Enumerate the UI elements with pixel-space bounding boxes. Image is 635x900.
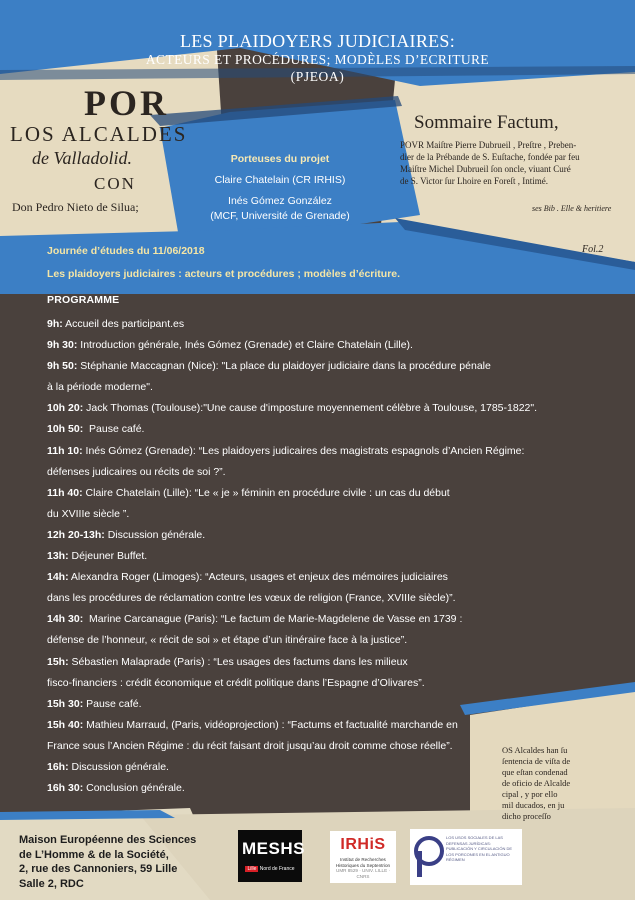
right-doc-line: Maiſtre Michel Dubrueil ſon oncle, viuant Curé	[400, 164, 571, 174]
br-doc-line: de oficio de Alcalde	[502, 778, 571, 788]
programme-line	[47, 567, 627, 588]
programme-time: 10h 50:	[47, 423, 84, 436]
programme-time: 9h 30:	[47, 339, 78, 352]
meshs-logo-tag	[244, 866, 296, 872]
programme-text: Marine Carcanague (Paris): “Le factum de Marie-Magdelene de Vasse en 1739 :	[83, 613, 463, 626]
project-logo-icon	[413, 835, 445, 879]
programme-text: Mathieu Marraud, (Paris, vidéoprojection) : “Factums et factualité marchande en	[83, 718, 458, 731]
programme-text: France sous l’Ancien Régime : du récit faisant droit jusqu’au droit comme chose réelle”.	[47, 739, 453, 752]
programme-time: 15h 40:	[47, 718, 84, 731]
venue-address	[19, 833, 196, 891]
meshs-logo	[238, 830, 305, 882]
irhis-sub-line: UMR 8529 · UNIV. LILLE · CNRS	[336, 868, 390, 879]
programme-line	[47, 715, 627, 736]
programme-list	[47, 314, 627, 799]
programme-line	[47, 356, 627, 377]
programme-line	[47, 419, 627, 440]
programme-time: 9h:	[47, 318, 63, 330]
programme-line	[47, 314, 627, 335]
title-line-2: ACTEURS ET PROCÉDURES; MODÈLES D’ECRITURE	[145, 52, 490, 67]
irhis-logo-subtitle	[333, 857, 393, 879]
porteuses-block	[180, 152, 380, 223]
programme-line	[47, 335, 627, 356]
porteuse-1: Claire Chatelain (CR IRHIS)	[214, 173, 346, 186]
programme-text: Alexandra Roger (Limoges): “Acteurs, usages et enjeux des mémoires judiciaires	[68, 571, 448, 584]
programme-line	[47, 757, 627, 778]
programme-text: Pause café.	[83, 423, 145, 436]
programme-time: 11h 10:	[47, 444, 83, 457]
programme-time: 16h 30:	[47, 782, 84, 795]
programme-text: Inés Gómez (Grenade): “Les plaidoyers judicaires des magistrats espagnols d’Ancien Régime:	[82, 444, 525, 457]
programme-line	[47, 441, 627, 462]
programme-line	[47, 588, 627, 609]
left-doc-line: CON	[94, 174, 136, 193]
br-doc-line: mil ducados, en ju	[502, 800, 565, 810]
right-doc-title: Sommaire Factum,	[414, 112, 559, 133]
poster-title	[0, 30, 635, 85]
porteuse-2: Inés Gómez González	[228, 195, 332, 207]
left-doc-line: POR	[84, 83, 169, 123]
programme-line	[47, 483, 627, 504]
programme-time: 16h:	[47, 760, 69, 773]
left-doc-line: Don Pedro Nieto de Silua;	[12, 200, 139, 214]
br-doc-line: que eſtan condenad	[502, 767, 568, 777]
programme-text: fisco-financiers : crédit économique et crédit politique dans l’Espagne d’Olivares”.	[47, 676, 425, 689]
programme-text: défenses judicaires ou récits de soi ?”.	[47, 465, 226, 478]
right-doc-line: dier de la Prébande de S. Euſtache, fondée par feu	[400, 152, 580, 162]
br-doc-line: OS Alcaldes han ſu	[502, 745, 568, 755]
right-doc-line: POVR Maiſtre Pierre Dubrueil , Preſtre , Preben-	[400, 140, 577, 150]
programme-text: Conclusion générale.	[83, 782, 185, 795]
programme-text: Sébastien Malaprade (Paris) : “Les usages des factums dans les milieux	[68, 655, 408, 668]
programme-text: Accueil des participant.es	[62, 318, 185, 330]
journee-subtitle: Les plaidoyers judiciaires : acteurs et procédures ; modèles d’écriture.	[47, 268, 401, 280]
programme-section	[47, 294, 627, 799]
programme-text: dans les procédures de réclamation contre les vœux de religion (France, XVIIIe siècle)”.	[47, 592, 456, 605]
programme-text: Discussion générale.	[68, 760, 169, 773]
programme-text: Déjeuner Buffet.	[68, 550, 148, 563]
programme-time: 15h 30:	[47, 697, 84, 710]
right-doc-line: de S. Victor ſur Lhoire en Foreſt , Intimé.	[400, 176, 549, 186]
programme-time: 9h 50:	[47, 360, 78, 373]
programme-time: 10h 20:	[47, 402, 84, 415]
programme-text: Jack Thomas (Toulouse):"Une cause d'imposture moyennement célèbre à Toulouse, 1785-1822".	[83, 402, 538, 415]
programme-line	[47, 609, 627, 630]
br-doc-line: ſentencia de viſta de	[502, 756, 571, 766]
br-doc-line: dicho proceſſo	[502, 811, 551, 821]
left-doc-line: LOS ALCALDES	[10, 122, 188, 146]
programme-line	[47, 546, 627, 567]
programme-heading: PROGRAMME	[47, 294, 120, 306]
programme-text: du XVIIIe siècle ”.	[47, 507, 130, 520]
programme-text: défense de l’honneur, « récit de soi » et étape d’un itinéraire face à la justice”.	[47, 634, 408, 647]
meshs-logo-tag-red: Lille	[247, 866, 257, 872]
programme-text: à la période moderne".	[47, 381, 153, 394]
porteuses-heading: Porteuses du projet	[230, 153, 330, 165]
programme-line	[47, 525, 627, 546]
irhis-logo-name: IRHiS	[340, 836, 386, 853]
irhis-sub-line: Historiques du Septentrion	[335, 862, 391, 868]
programme-line	[47, 630, 627, 651]
programme-line	[47, 736, 627, 757]
address-line: 2, rue des Cannoniers, 59 Lille	[19, 863, 178, 876]
meshs-logo-name: MESHS	[242, 839, 305, 858]
br-doc-line: cipal , y por ello	[502, 789, 558, 799]
programme-text: Introduction générale, Inés Gómez (Grenade) et Claire Chatelain (Lille).	[77, 339, 413, 352]
programme-line	[47, 652, 627, 673]
journee-block	[47, 240, 400, 286]
programme-text: Pause café.	[83, 697, 142, 710]
programme-line	[47, 673, 627, 694]
left-doc-line: de Valladolid.	[32, 148, 132, 168]
programme-line	[47, 778, 627, 799]
project-logo-text: LOS USOS SOCIALES DE LAS DEFENSAS JURÍDICAS: PUBLICACIÓN Y CIRCULACIÓN DE LOS PORCONES EN EL ANTIGUO RÉGIMEN	[446, 835, 513, 862]
programme-line	[47, 462, 627, 483]
address-line: Maison Européenne des Sciences	[19, 834, 197, 846]
programme-text: Discussion générale.	[104, 528, 206, 541]
address-line: de L’Homme & de la Société,	[19, 848, 169, 861]
programme-line	[47, 377, 627, 398]
irhis-sub-line: Institut de Recherches	[340, 857, 386, 862]
programme-line	[47, 398, 627, 419]
journee-date: Journée d’études du 11/06/2018	[47, 245, 205, 257]
porteuse-2-affiliation: (MCF, Université de Grenade)	[210, 209, 350, 222]
programme-time: 12h 20-13h:	[47, 528, 105, 541]
programme-time: 14h 30:	[47, 613, 84, 626]
address-line: Salle 2, RDC	[19, 877, 84, 890]
programme-time: 15h:	[47, 655, 69, 668]
programme-line	[47, 504, 627, 525]
programme-text: Claire Chatelain (Lille): “Le « je » féminin en procédure civile : un cas du début	[82, 486, 450, 499]
project-logo	[410, 829, 522, 885]
right-doc-folio: Fol.2	[582, 244, 604, 255]
right-doc-line: ses Bib . Elle & heritiere	[532, 204, 612, 213]
programme-line	[47, 694, 627, 715]
programme-time: 13h:	[47, 550, 69, 563]
programme-time: 11h 40:	[47, 486, 83, 499]
programme-time: 14h:	[47, 571, 69, 584]
title-line-1: LES PLAIDOYERS JUDICIAIRES:	[179, 31, 456, 51]
title-line-3: (PJEOA)	[290, 69, 345, 84]
meshs-logo-tag-text: Nord de France	[259, 866, 295, 872]
programme-text: Stéphanie Maccagnan (Nice): "La place du plaidoyer judiciaire dans la procédure pénale	[77, 360, 491, 373]
irhis-logo	[330, 831, 396, 883]
